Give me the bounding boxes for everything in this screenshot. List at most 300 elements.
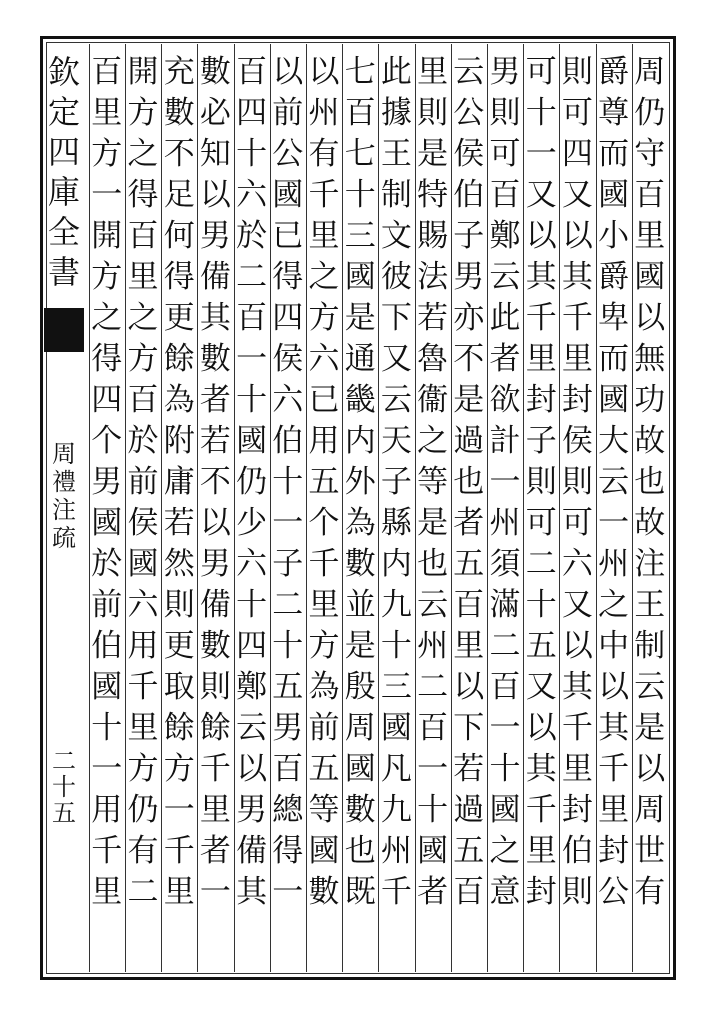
column-text-char: 可 — [525, 505, 557, 541]
column-text-char: 已 — [308, 382, 340, 418]
column-text-char: 里 — [308, 587, 340, 623]
column-text-char: 以 — [272, 54, 304, 90]
page-number — [44, 748, 84, 826]
column-text-char: 男 — [91, 464, 123, 500]
column-text-char: 内 — [344, 423, 376, 459]
column-text-char: 千 — [561, 300, 593, 336]
column-text-char: 數 — [199, 54, 231, 90]
column-text-char: 則 — [489, 95, 521, 131]
column-text-char: 數 — [199, 628, 231, 664]
column-text-char: 七 — [344, 136, 376, 172]
column-text-char: 四 — [236, 628, 268, 664]
column-text-char: 為 — [344, 505, 376, 541]
column-text-char: 不 — [163, 136, 195, 172]
column-text-char: 里 — [91, 95, 123, 131]
column-text-char: 又 — [561, 177, 593, 213]
column-text-char: 千 — [525, 792, 557, 828]
column-text-char: 二 — [417, 669, 449, 705]
column-text-char: 十 — [236, 136, 268, 172]
column-text-char: 周 — [634, 54, 666, 90]
column-text-char: 少 — [236, 505, 268, 541]
column-text-char: 侯 — [127, 505, 159, 541]
column-text-char: 一 — [236, 341, 268, 377]
column-text-char: 男 — [489, 54, 521, 90]
column-text-char: 者 — [199, 833, 231, 869]
column-text-char: 者 — [489, 341, 521, 377]
column-text-char: 鄭 — [489, 218, 521, 254]
column-text-char: 也 — [344, 833, 376, 869]
column-text-char: 須 — [489, 546, 521, 582]
column-text-char: 四 — [561, 136, 593, 172]
column-text-char: 者 — [417, 874, 449, 910]
fishtail-mark — [44, 308, 84, 352]
column-text-char: 云 — [236, 710, 268, 746]
column-text-char: 一 — [489, 464, 521, 500]
column-text-char: 衞 — [417, 382, 449, 418]
column-text-char: 於 — [236, 218, 268, 254]
column-text-char: 六 — [272, 382, 304, 418]
column-text-char: 國 — [127, 546, 159, 582]
column-text-char: 千 — [91, 833, 123, 869]
column-text-char: 封 — [561, 382, 593, 418]
column-text-char: 者 — [453, 505, 485, 541]
column-text-char: 數 — [308, 874, 340, 910]
column-text-char: 方 — [127, 341, 159, 377]
column-text-char: 仍 — [127, 792, 159, 828]
column-text-char: 周 — [344, 710, 376, 746]
column-text-char: 可 — [489, 136, 521, 172]
column-text-char: 公 — [272, 136, 304, 172]
column-text-char: 不 — [453, 341, 485, 377]
column-text-char: 伯 — [561, 833, 593, 869]
column-text-char: 前 — [308, 710, 340, 746]
column-text-char: 侯 — [453, 136, 485, 172]
column-text-char: 彼 — [380, 259, 412, 295]
column-text-char: 為 — [308, 669, 340, 705]
column-text-char: 方 — [91, 259, 123, 295]
column-text-char: 以 — [199, 177, 231, 213]
column-text-char: 則 — [199, 669, 231, 705]
column-text-char: 爵 — [598, 259, 630, 295]
column-text-char: 六 — [236, 177, 268, 213]
column-text-char: 以 — [236, 751, 268, 787]
column-text-char: 凡 — [380, 751, 412, 787]
column-text-char: 十 — [272, 628, 304, 664]
column-text-char: 仍 — [634, 95, 666, 131]
column-text-char: 其 — [525, 751, 557, 787]
column-text-char: 可 — [561, 505, 593, 541]
column-text-char: 是 — [344, 628, 376, 664]
column-text-char: 里 — [308, 218, 340, 254]
column-text-char: 云 — [417, 587, 449, 623]
column-text-char: 欲 — [489, 382, 521, 418]
column-text-char: 内 — [380, 546, 412, 582]
column-text-char: 十 — [344, 177, 376, 213]
column-text-char: 之 — [598, 587, 630, 623]
column-text-char: 餘 — [163, 341, 195, 377]
column-text-char: 千 — [561, 710, 593, 746]
column-text-char: 百 — [489, 177, 521, 213]
column-text-char: 九 — [380, 587, 412, 623]
column-text-char: 七 — [344, 54, 376, 90]
column-text-char: 何 — [163, 218, 195, 254]
column-text-char: 守 — [634, 136, 666, 172]
column-text-char: 子 — [272, 546, 304, 582]
column-text-char: 前 — [127, 464, 159, 500]
column-text-char: 六 — [308, 341, 340, 377]
column-text-char: 注 — [634, 546, 666, 582]
column-text-char: 里 — [127, 259, 159, 295]
page-number-text-char: 十 — [52, 773, 76, 801]
column-text-char: 下 — [453, 710, 485, 746]
column-text-char: 用 — [308, 423, 340, 459]
column-text-char: 賜 — [417, 218, 449, 254]
column-text-char: 十 — [272, 464, 304, 500]
column-text-char: 封 — [525, 382, 557, 418]
column-text-char: 五 — [453, 546, 485, 582]
column-text-char: 外 — [344, 464, 376, 500]
column-text-char: 據 — [380, 95, 412, 131]
column-text-char: 州 — [489, 505, 521, 541]
column-text-char: 千 — [525, 300, 557, 336]
column-text-char: 六 — [127, 587, 159, 623]
column-text-char: 也 — [634, 464, 666, 500]
column-text-char: 其 — [561, 669, 593, 705]
column-text-char: 天 — [380, 423, 412, 459]
column-text-char: 前 — [272, 95, 304, 131]
column-text-char: 百 — [344, 95, 376, 131]
column-text-char: 百 — [453, 874, 485, 910]
column-text-char: 个 — [91, 423, 123, 459]
column-text-char: 周 — [634, 792, 666, 828]
column-text-char: 其 — [236, 874, 268, 910]
column-text-char: 侯 — [561, 423, 593, 459]
column-text-char: 云 — [634, 669, 666, 705]
column-text-char: 制 — [634, 628, 666, 664]
column-text-char: 卑 — [598, 300, 630, 336]
column-text-char: 四 — [91, 382, 123, 418]
column-text-char: 三 — [344, 218, 376, 254]
column-text-char: 也 — [453, 464, 485, 500]
column-text-char: 特 — [417, 177, 449, 213]
column-text-char: 个 — [308, 505, 340, 541]
column-text-char: 其 — [598, 710, 630, 746]
column-text-char: 充 — [163, 54, 195, 90]
column-text-char: 方 — [127, 751, 159, 787]
column-text-char: 五 — [525, 628, 557, 664]
column-text-char: 之 — [127, 136, 159, 172]
column-text-char: 國 — [489, 792, 521, 828]
page-number-text-char: 二 — [52, 747, 76, 775]
column-text-char: 可 — [561, 95, 593, 131]
column-text-char: 州 — [380, 833, 412, 869]
text-column — [85, 52, 129, 913]
column-text-char: 意 — [489, 874, 521, 910]
column-text-char: 得 — [127, 177, 159, 213]
column-text-char: 封 — [598, 833, 630, 869]
column-text-char: 十 — [525, 95, 557, 131]
column-text-char: 二 — [272, 587, 304, 623]
column-text-char: 又 — [380, 341, 412, 377]
margin-section-label — [44, 440, 84, 552]
margin-title — [44, 52, 84, 292]
column-text-char: 十 — [417, 792, 449, 828]
column-text-char: 已 — [272, 218, 304, 254]
column-text-char: 里 — [163, 874, 195, 910]
column-text-char: 國 — [91, 669, 123, 705]
column-text-char: 伯 — [91, 628, 123, 664]
column-text-char: 方 — [127, 95, 159, 131]
column-text-char: 有 — [634, 874, 666, 910]
column-text-char: 更 — [163, 628, 195, 664]
column-text-char: 等 — [417, 464, 449, 500]
column-text-char: 也 — [417, 546, 449, 582]
column-text-char: 里 — [417, 54, 449, 90]
column-text-char: 又 — [561, 587, 593, 623]
column-text-char: 世 — [634, 833, 666, 869]
margin-section-text-char: 周 — [52, 440, 76, 468]
column-text-char: 里 — [634, 218, 666, 254]
column-text-char: 附 — [163, 423, 195, 459]
column-text-char: 之 — [308, 259, 340, 295]
column-text-char: 國 — [344, 259, 376, 295]
column-text-char: 一 — [272, 505, 304, 541]
column-text-char: 一 — [91, 751, 123, 787]
column-text-char: 里 — [561, 751, 593, 787]
column-text-char: 州 — [308, 95, 340, 131]
column-text-char: 文 — [380, 218, 412, 254]
column-text-char: 子 — [380, 464, 412, 500]
page-number-text-char: 五 — [52, 799, 76, 827]
column-text-char: 是 — [417, 136, 449, 172]
column-text-char: 其 — [561, 259, 593, 295]
column-text-char: 故 — [634, 505, 666, 541]
column-text-char: 數 — [163, 95, 195, 131]
column-text-char: 大 — [598, 423, 630, 459]
column-text-char: 里 — [561, 341, 593, 377]
column-text-char: 四 — [236, 95, 268, 131]
column-text-char: 以 — [598, 669, 630, 705]
column-text-char: 鄭 — [236, 669, 268, 705]
column-text-char: 其 — [525, 259, 557, 295]
column-text-char: 於 — [127, 423, 159, 459]
column-text-char: 餘 — [163, 710, 195, 746]
column-text-char: 可 — [525, 54, 557, 90]
column-text-char: 爵 — [598, 54, 630, 90]
column-text-char: 等 — [308, 792, 340, 828]
column-text-char: 封 — [561, 792, 593, 828]
margin-title-text-char: 庫 — [47, 173, 80, 211]
column-text-char: 是 — [417, 505, 449, 541]
column-rule — [89, 44, 90, 972]
column-text-char: 數 — [344, 792, 376, 828]
column-text-char: 方 — [91, 136, 123, 172]
column-text-char: 云 — [489, 259, 521, 295]
column-text-char: 公 — [598, 874, 630, 910]
column-text-char: 之 — [91, 300, 123, 336]
column-text-char: 並 — [344, 587, 376, 623]
column-text-char: 其 — [199, 300, 231, 336]
column-text-char: 以 — [561, 218, 593, 254]
column-text-char: 則 — [163, 587, 195, 623]
column-text-char: 男 — [236, 792, 268, 828]
column-text-char: 取 — [163, 669, 195, 705]
column-text-char: 里 — [598, 792, 630, 828]
column-text-char: 以 — [634, 300, 666, 336]
column-text-char: 一 — [489, 710, 521, 746]
column-text-char: 仍 — [236, 464, 268, 500]
column-text-char: 有 — [127, 833, 159, 869]
column-text-char: 國 — [417, 833, 449, 869]
column-text-char: 亦 — [453, 300, 485, 336]
column-text-char: 數 — [199, 341, 231, 377]
column-text-char: 滿 — [489, 587, 521, 623]
column-text-char: 是 — [344, 300, 376, 336]
column-text-char: 必 — [199, 95, 231, 131]
column-text-char: 者 — [199, 382, 231, 418]
column-text-char: 一 — [525, 136, 557, 172]
column-text-char: 則 — [561, 874, 593, 910]
column-text-char: 侯 — [272, 341, 304, 377]
column-text-char: 國 — [308, 833, 340, 869]
column-text-char: 備 — [236, 833, 268, 869]
column-text-char: 以 — [525, 710, 557, 746]
column-text-char: 國 — [380, 710, 412, 746]
column-text-char: 殷 — [344, 669, 376, 705]
column-text-char: 千 — [308, 546, 340, 582]
column-text-char: 五 — [308, 464, 340, 500]
column-text-char: 故 — [634, 423, 666, 459]
column-text-char: 知 — [199, 136, 231, 172]
column-text-char: 百 — [489, 669, 521, 705]
column-text-char: 百 — [236, 300, 268, 336]
column-text-char: 九 — [380, 792, 412, 828]
column-text-char: 國 — [634, 259, 666, 295]
column-text-char: 過 — [453, 792, 485, 828]
column-text-char: 封 — [525, 874, 557, 910]
column-text-char: 用 — [91, 792, 123, 828]
column-text-char: 是 — [453, 382, 485, 418]
column-text-char: 得 — [91, 341, 123, 377]
column-text-char: 魯 — [417, 341, 449, 377]
column-text-char: 十 — [380, 628, 412, 664]
margin-title-text-char: 欽 — [47, 53, 80, 91]
column-text-char: 功 — [634, 382, 666, 418]
column-text-char: 開 — [91, 218, 123, 254]
column-text-char: 二 — [127, 874, 159, 910]
column-text-char: 二 — [525, 546, 557, 582]
column-text-char: 於 — [91, 546, 123, 582]
column-text-char: 備 — [199, 587, 231, 623]
column-text-char: 男 — [453, 259, 485, 295]
column-text-char: 國 — [598, 382, 630, 418]
column-text-char: 前 — [91, 587, 123, 623]
column-text-char: 得 — [163, 259, 195, 295]
column-text-char: 之 — [417, 423, 449, 459]
column-text-char: 方 — [308, 300, 340, 336]
column-text-char: 若 — [453, 751, 485, 787]
column-text-char: 云 — [453, 54, 485, 90]
column-text-char: 則 — [417, 95, 449, 131]
column-text-char: 百 — [417, 710, 449, 746]
column-text-char: 十 — [489, 751, 521, 787]
column-text-char: 百 — [272, 751, 304, 787]
column-text-char: 之 — [489, 833, 521, 869]
column-text-char: 二 — [236, 259, 268, 295]
column-text-char: 五 — [453, 833, 485, 869]
column-text-char: 一 — [272, 874, 304, 910]
column-text-char: 畿 — [344, 382, 376, 418]
column-text-char: 里 — [199, 792, 231, 828]
column-text-char: 方 — [308, 628, 340, 664]
column-text-char: 里 — [453, 628, 485, 664]
column-text-char: 一 — [598, 505, 630, 541]
column-text-char: 百 — [127, 382, 159, 418]
column-text-char: 又 — [525, 669, 557, 705]
column-text-char: 里 — [525, 833, 557, 869]
column-text-char: 以 — [453, 669, 485, 705]
column-text-char: 法 — [417, 259, 449, 295]
column-text-char: 為 — [163, 382, 195, 418]
column-text-char: 既 — [344, 874, 376, 910]
column-text-char: 男 — [199, 546, 231, 582]
column-text-char: 而 — [598, 136, 630, 172]
column-text-char: 里 — [127, 710, 159, 746]
column-text-char: 備 — [199, 259, 231, 295]
column-text-char: 小 — [598, 218, 630, 254]
column-text-char: 一 — [417, 751, 449, 787]
column-text-char: 則 — [561, 54, 593, 90]
column-text-char: 六 — [236, 546, 268, 582]
margin-section-text-char: 疏 — [52, 524, 76, 552]
column-text-char: 若 — [199, 423, 231, 459]
column-text-char: 總 — [272, 792, 304, 828]
column-text-char: 國 — [598, 177, 630, 213]
column-text-char: 州 — [598, 546, 630, 582]
margin-title-text-char: 定 — [47, 93, 80, 131]
column-text-char: 百 — [634, 177, 666, 213]
column-text-char: 十 — [236, 587, 268, 623]
column-text-char: 得 — [272, 259, 304, 295]
column-text-char: 若 — [163, 505, 195, 541]
column-text-char: 方 — [163, 751, 195, 787]
column-text-char: 下 — [380, 300, 412, 336]
column-text-char: 數 — [344, 546, 376, 582]
column-text-char: 國 — [272, 177, 304, 213]
column-text-char: 有 — [308, 136, 340, 172]
column-text-char: 若 — [417, 300, 449, 336]
column-text-char: 十 — [525, 587, 557, 623]
column-text-char: 以 — [199, 505, 231, 541]
column-text-char: 之 — [127, 300, 159, 336]
column-text-char: 男 — [272, 710, 304, 746]
column-text-char: 千 — [308, 177, 340, 213]
column-text-char: 一 — [199, 874, 231, 910]
column-text-char: 四 — [272, 300, 304, 336]
margin-title-text-char: 四 — [47, 133, 80, 171]
column-text-char: 制 — [380, 177, 412, 213]
column-text-char: 此 — [489, 300, 521, 336]
column-text-char: 百 — [127, 218, 159, 254]
column-text-char: 一 — [91, 177, 123, 213]
margin-title-text-char: 全 — [47, 213, 80, 251]
column-text-char: 州 — [417, 628, 449, 664]
column-text-char: 而 — [598, 341, 630, 377]
column-text-char: 過 — [453, 423, 485, 459]
column-text-char: 十 — [91, 710, 123, 746]
column-text-char: 一 — [163, 792, 195, 828]
column-text-char: 里 — [525, 341, 557, 377]
